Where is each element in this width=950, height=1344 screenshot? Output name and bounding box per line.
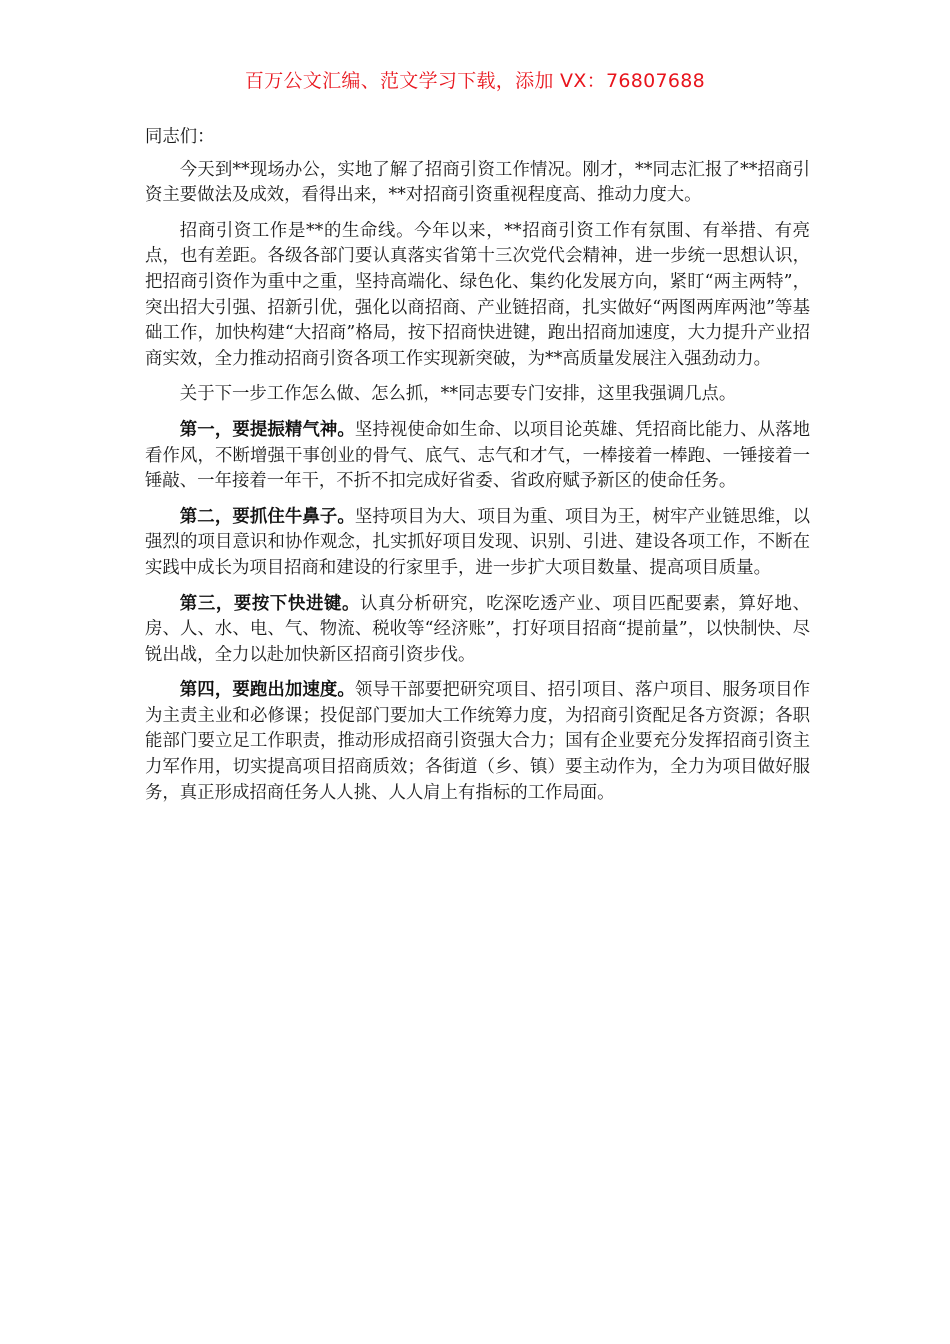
paragraph-text: 今天到**现场办公，实地了解了招商引资工作情况。刚才，**同志汇报了**招商引资主要做法及成效，看得出来，**对招商引资重视程度高、推动力度大。 <box>145 159 810 206</box>
paragraph-point-1 <box>145 418 810 495</box>
paragraph-text: 领导干部要把研究项目、招引项目、落户项目、服务项目作为主责主业和必修课；投促部门要加大工作统筹力度，为招商引资配足各方资源；各职能部门要立足工作职责，推动形成招商引资强大合力；国有企业要充分发挥招商引资主力军作用，切实提高项目招商质效；各街道（乡、镇）要主动作为，全力为项目做好服务，真正形成招商任务人人挑、人人肩上有指标的工作局面。 <box>145 680 810 803</box>
paragraph-text: 招商引资工作是**的生命线。今年以来，**招商引资工作有氛围、有举措、有亮点，也有差距。各级各部门要认真落实省第十三次党代会精神，进一步统一思想认识，把招商引资作为重中之重，坚持高端化、绿色化、集约化发展方向，紧盯“两主两特”，突出招大引强、招新引优，强化以商招商、产业链招商，扎实做好“两图两库两池”等基础工作，加快构建“大招商”格局，按下招商快进键，跑出招商加速度，大力提升产业招商实效，全力推动招商引资各项工作实现新突破，为**高质量发展注入强劲动力。 <box>145 220 810 369</box>
point-heading: 第三，要按下快进键。 <box>179 593 361 614</box>
paragraph-text: 认真分析研究，吃深吃透产业、项目匹配要素，算好地、房、人、水、电、气、物流、税收等“经济账”，打好项目招商“提前量”，以快制快、尽锐出战，全力以赴加快新区招商引资步伐。 <box>145 593 810 665</box>
paragraph-text: 关于下一步工作怎么做、怎么抓，**同志要专门安排，这里我强调几点。 <box>179 384 737 405</box>
point-heading: 第一，要提振精气神。 <box>179 419 355 440</box>
point-heading: 第二，要抓住牛鼻子。 <box>179 506 355 527</box>
paragraph-point-3 <box>145 592 810 669</box>
paragraph-transition <box>145 382 810 408</box>
document-body <box>145 125 810 816</box>
promo-header: 百万公文汇编、范文学习下载，添加 VX：76807688 <box>244 70 706 92</box>
point-heading: 第四，要跑出加速度。 <box>179 680 355 701</box>
salutation: 同志们： <box>145 127 215 147</box>
paragraph-point-2 <box>145 505 810 582</box>
paragraph-point-4 <box>145 678 810 806</box>
paragraph-text: 坚持项目为大、项目为重、项目为王，树牢产业链思维，以强烈的项目意识和协作观念，扎实抓好项目发现、识别、引进、建设各项工作，不断在实践中成长为项目招商和建设的行家里手，进一步扩大项目数量、提高项目质量。 <box>145 506 810 578</box>
paragraph-intro <box>145 158 810 209</box>
paragraph-lifeline <box>145 219 810 373</box>
paragraph-text: 坚持视使命如生命、以项目论英雄、凭招商比能力、从落地看作风，不断增强干事创业的骨气、底气、志气和才气，一棒接着一棒跑、一锤接着一锤敲、一年接着一年干，不折不扣完成好省委、省政府赋予新区的使命任务。 <box>145 419 810 492</box>
